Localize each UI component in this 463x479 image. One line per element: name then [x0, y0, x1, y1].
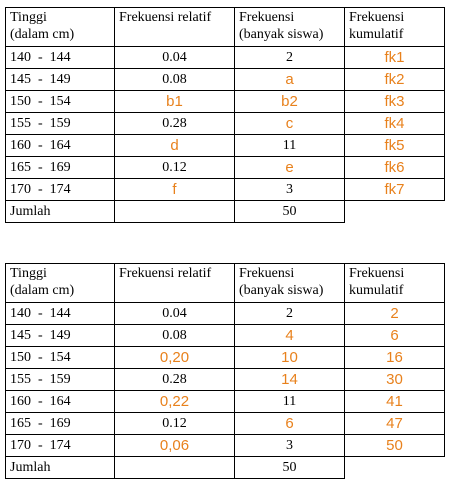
table-total-row — [6, 457, 445, 479]
table-row — [6, 369, 445, 391]
table-header-row — [6, 264, 445, 303]
header-height-line-1: Tinggi — [10, 10, 47, 25]
header-height-line-2: (dalam cm) — [10, 27, 75, 42]
relative-frequency-cell: 0.12 — [115, 413, 235, 435]
table-row — [6, 91, 445, 113]
frequency-cell: a — [235, 69, 345, 91]
cumulative-frequency-cell: fk3 — [345, 91, 445, 113]
table-row — [6, 157, 445, 179]
table-total-row — [6, 201, 445, 223]
relative-frequency-cell: 0.04 — [115, 303, 235, 325]
cumulative-frequency-cell: fk2 — [345, 69, 445, 91]
total-relative-cell — [115, 201, 235, 223]
header-cumulative-line-1: Frekuensi — [349, 10, 405, 25]
frequency-cell: c — [235, 113, 345, 135]
header-height-line-2: (dalam cm) — [10, 283, 75, 298]
header-cumulative-line-2: kumulatif — [349, 27, 404, 42]
cumulative-frequency-cell: 50 — [345, 435, 445, 457]
frequency-cell: 3 — [235, 435, 345, 457]
header-frequency-line-1: Frekuensi — [239, 266, 295, 281]
height-range-cell: 145 - 149 — [6, 325, 115, 347]
relative-frequency-cell: 0.28 — [115, 113, 235, 135]
frequency-cell: 14 — [235, 369, 345, 391]
height-range-cell: 165 - 169 — [6, 413, 115, 435]
table-row — [6, 47, 445, 69]
cumulative-frequency-cell: fk4 — [345, 113, 445, 135]
total-frequency-cell: 50 — [235, 457, 345, 479]
frequency-cell: 11 — [235, 135, 345, 157]
table-row — [6, 69, 445, 91]
relative-frequency-cell: 0.12 — [115, 157, 235, 179]
frequency-cell: 4 — [235, 325, 345, 347]
table-row — [6, 413, 445, 435]
cumulative-frequency-cell: 47 — [345, 413, 445, 435]
relative-frequency-cell: f — [115, 179, 235, 201]
header-cumulative-frequency — [345, 264, 445, 303]
relative-frequency-cell: 0.28 — [115, 369, 235, 391]
relative-frequency-cell: d — [115, 135, 235, 157]
frequency-table-2 — [5, 263, 445, 479]
total-label-cell: Jumlah — [6, 201, 115, 223]
cumulative-frequency-cell: 2 — [345, 303, 445, 325]
total-empty-cell — [345, 201, 445, 223]
frequency-cell: 3 — [235, 179, 345, 201]
cumulative-frequency-cell: 30 — [345, 369, 445, 391]
total-frequency-cell: 50 — [235, 201, 345, 223]
table-row — [6, 179, 445, 201]
header-relative-line-1: Frekuensi relatif — [119, 266, 212, 281]
header-frequency — [235, 8, 345, 47]
header-frequency — [235, 264, 345, 303]
header-cumulative-frequency — [345, 8, 445, 47]
header-relative-frequency — [115, 264, 235, 303]
cumulative-frequency-cell: fk5 — [345, 135, 445, 157]
relative-frequency-cell: 0,22 — [115, 391, 235, 413]
table-row — [6, 325, 445, 347]
table-row — [6, 113, 445, 135]
table-row — [6, 347, 445, 369]
frequency-cell: 11 — [235, 391, 345, 413]
header-height-line-1: Tinggi — [10, 266, 47, 281]
header-cumulative-line-2: kumulatif — [349, 283, 404, 298]
total-relative-cell — [115, 457, 235, 479]
frequency-cell: 10 — [235, 347, 345, 369]
height-range-cell: 140 - 144 — [6, 303, 115, 325]
relative-frequency-cell: b1 — [115, 91, 235, 113]
table-row — [6, 435, 445, 457]
header-height — [6, 8, 115, 47]
height-range-cell: 170 - 174 — [6, 435, 115, 457]
height-range-cell: 170 - 174 — [6, 179, 115, 201]
relative-frequency-cell: 0.08 — [115, 325, 235, 347]
relative-frequency-cell: 0,06 — [115, 435, 235, 457]
header-frequency-line-2: (banyak siswa) — [239, 27, 324, 42]
cumulative-frequency-cell: fk6 — [345, 157, 445, 179]
table-row — [6, 303, 445, 325]
table-row — [6, 135, 445, 157]
height-range-cell: 165 - 169 — [6, 157, 115, 179]
table-header-row — [6, 8, 445, 47]
cumulative-frequency-cell: 6 — [345, 325, 445, 347]
total-label-cell: Jumlah — [6, 457, 115, 479]
height-range-cell: 155 - 159 — [6, 369, 115, 391]
relative-frequency-cell: 0,20 — [115, 347, 235, 369]
cumulative-frequency-cell: fk7 — [345, 179, 445, 201]
frequency-cell: 2 — [235, 303, 345, 325]
frequency-cell: 6 — [235, 413, 345, 435]
frequency-cell: e — [235, 157, 345, 179]
cumulative-frequency-cell: 16 — [345, 347, 445, 369]
height-range-cell: 160 - 164 — [6, 135, 115, 157]
height-range-cell: 140 - 144 — [6, 47, 115, 69]
frequency-table-1 — [5, 7, 445, 223]
table-row — [6, 391, 445, 413]
header-height — [6, 264, 115, 303]
height-range-cell: 150 - 154 — [6, 347, 115, 369]
height-range-cell: 145 - 149 — [6, 69, 115, 91]
header-relative-frequency — [115, 8, 235, 47]
header-relative-line-1: Frekuensi relatif — [119, 10, 212, 25]
header-frequency-line-1: Frekuensi — [239, 10, 295, 25]
height-range-cell: 160 - 164 — [6, 391, 115, 413]
height-range-cell: 155 - 159 — [6, 113, 115, 135]
header-cumulative-line-1: Frekuensi — [349, 266, 405, 281]
height-range-cell: 150 - 154 — [6, 91, 115, 113]
total-empty-cell — [345, 457, 445, 479]
header-frequency-line-2: (banyak siswa) — [239, 283, 324, 298]
frequency-cell: b2 — [235, 91, 345, 113]
frequency-cell: 2 — [235, 47, 345, 69]
relative-frequency-cell: 0.08 — [115, 69, 235, 91]
cumulative-frequency-cell: 41 — [345, 391, 445, 413]
cumulative-frequency-cell: fk1 — [345, 47, 445, 69]
relative-frequency-cell: 0.04 — [115, 47, 235, 69]
